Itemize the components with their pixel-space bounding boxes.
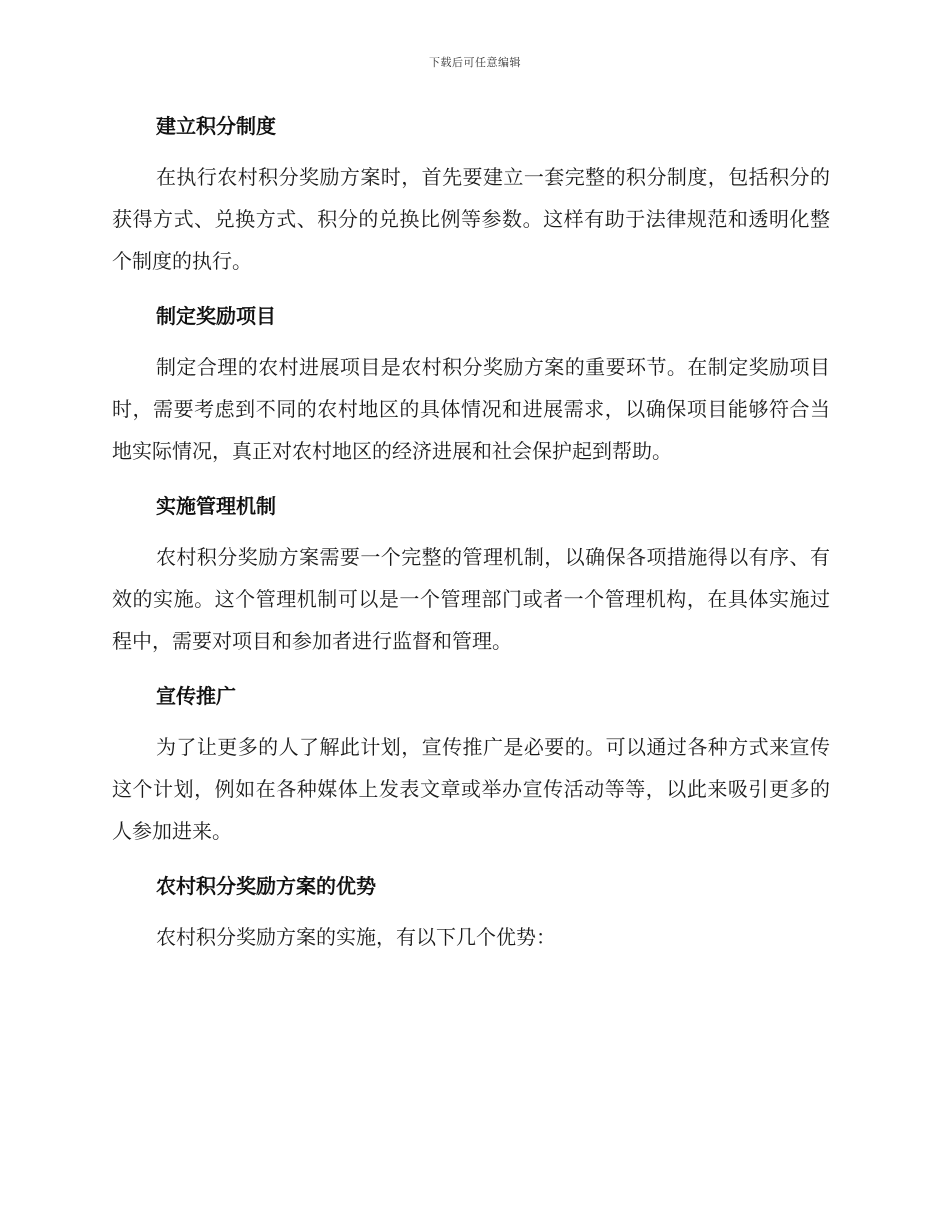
section-heading: 实施管理机制	[156, 494, 276, 518]
page-header-note: 下载后可任意编辑	[429, 56, 521, 69]
section-paragraph: 在执行农村积分奖励方案时，首先要建立一套完整的积分制度，包括积分的获得方式、兑换方式、积分的兑换比例等参数。这样有助于法律规范和透明化整个制度的执行。	[112, 165, 830, 273]
section-management-mechanism	[112, 484, 830, 662]
section-paragraph: 制定合理的农村进展项目是农村积分奖励方案的重要环节。在制定奖励项目时，需要考虑到不同的农村地区的具体情况和进展需求，以确保项目能够符合当地实际情况，真正对农村地区的经济进展和社会保护起到帮助。	[112, 355, 830, 463]
section-heading: 农村积分奖励方案的优势	[156, 874, 376, 898]
section-reward-projects	[112, 294, 830, 472]
section-heading: 宣传推广	[156, 684, 236, 708]
section-paragraph: 为了让更多的人了解此计划，宣传推广是必要的。可以通过各种方式来宣传这个计划，例如在各种媒体上发表文章或举办宣传活动等等，以此来吸引更多的人参加进来。	[112, 735, 830, 843]
section-paragraph: 农村积分奖励方案的实施，有以下几个优势：	[156, 925, 556, 949]
section-paragraph: 农村积分奖励方案需要一个完整的管理机制，以确保各项措施得以有序、有效的实施。这个管理机制可以是一个管理部门或者一个管理机构，在具体实施过程中，需要对项目和参加者进行监督和管理。	[112, 545, 830, 653]
section-advantages	[112, 864, 830, 958]
section-points-system	[112, 104, 830, 282]
section-publicity	[112, 674, 830, 852]
section-heading: 制定奖励项目	[156, 304, 276, 328]
document-body	[112, 104, 830, 970]
section-heading: 建立积分制度	[156, 114, 276, 138]
